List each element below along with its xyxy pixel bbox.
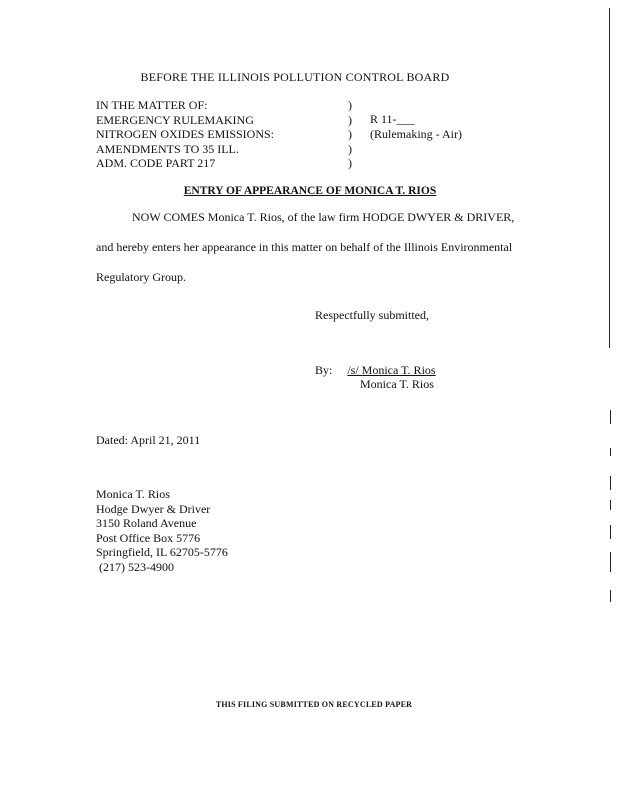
case-caption	[96, 98, 274, 171]
address-line: Monica T. Rios	[96, 487, 170, 501]
address-line: Post Office Box 5776	[96, 530, 201, 545]
scan-edge-mark	[610, 476, 611, 490]
body-line-2: and hereby enters her appearance in this matter on behalf of the Illinois Environmental	[96, 240, 513, 254]
address-line: Hodge Dwyer & Driver	[96, 501, 211, 516]
caption-paren: )	[348, 141, 352, 156]
signature-line: /s/ Monica T. Rios	[347, 363, 436, 377]
scan-edge-line	[609, 8, 610, 348]
date-line: Dated: April 21, 2011	[96, 433, 201, 447]
scan-edge-mark	[610, 410, 611, 424]
scan-edge-mark	[610, 448, 611, 456]
signature-block	[315, 363, 522, 377]
by-label: By:	[315, 363, 333, 377]
scan-edge-mark	[610, 552, 611, 572]
recycled-paper-footer: THIS FILING SUBMITTED ON RECYCLED PAPER	[215, 700, 413, 709]
address-line: Springfield, IL 62705-5776	[96, 545, 228, 560]
caption-paren: )	[348, 98, 352, 112]
caption-paren: )	[348, 127, 352, 142]
printed-name: Monica T. Rios	[360, 377, 434, 391]
caption-line: EMERGENCY RULEMAKING	[96, 112, 254, 127]
scan-edge-mark	[610, 590, 611, 602]
scan-edge-mark	[610, 500, 611, 510]
address-line: 3150 Roland Avenue	[96, 516, 197, 531]
scan-edge-mark	[610, 525, 611, 539]
body-line-1: NOW COMES Monica T. Rios, of the law firm HODGE DWYER & DRIVER,	[132, 210, 515, 224]
address-line: (217) 523-4900	[96, 559, 174, 574]
document-title: ENTRY OF APPEARANCE OF MONICA T. RIOS	[183, 185, 437, 197]
caption-line: IN THE MATTER OF:	[96, 98, 208, 112]
docket-type: (Rulemaking - Air)	[370, 126, 462, 141]
docket-number: R 11-___	[370, 112, 415, 126]
caption-paren: )	[348, 156, 352, 171]
caption-line: NITROGEN OXIDES EMISSIONS:	[96, 127, 275, 142]
body-line-3: Regulatory Group.	[96, 270, 186, 284]
board-heading: BEFORE THE ILLINOIS POLLUTION CONTROL BOARD	[140, 70, 450, 84]
caption-line: AMENDMENTS TO 35 ILL.	[96, 141, 239, 156]
address-block	[96, 487, 228, 575]
caption-line: ADM. CODE PART 217	[96, 156, 216, 171]
closing: Respectfully submitted,	[315, 308, 429, 322]
caption-parentheses	[348, 98, 352, 171]
caption-paren: )	[348, 112, 352, 127]
docket-info	[370, 112, 462, 141]
